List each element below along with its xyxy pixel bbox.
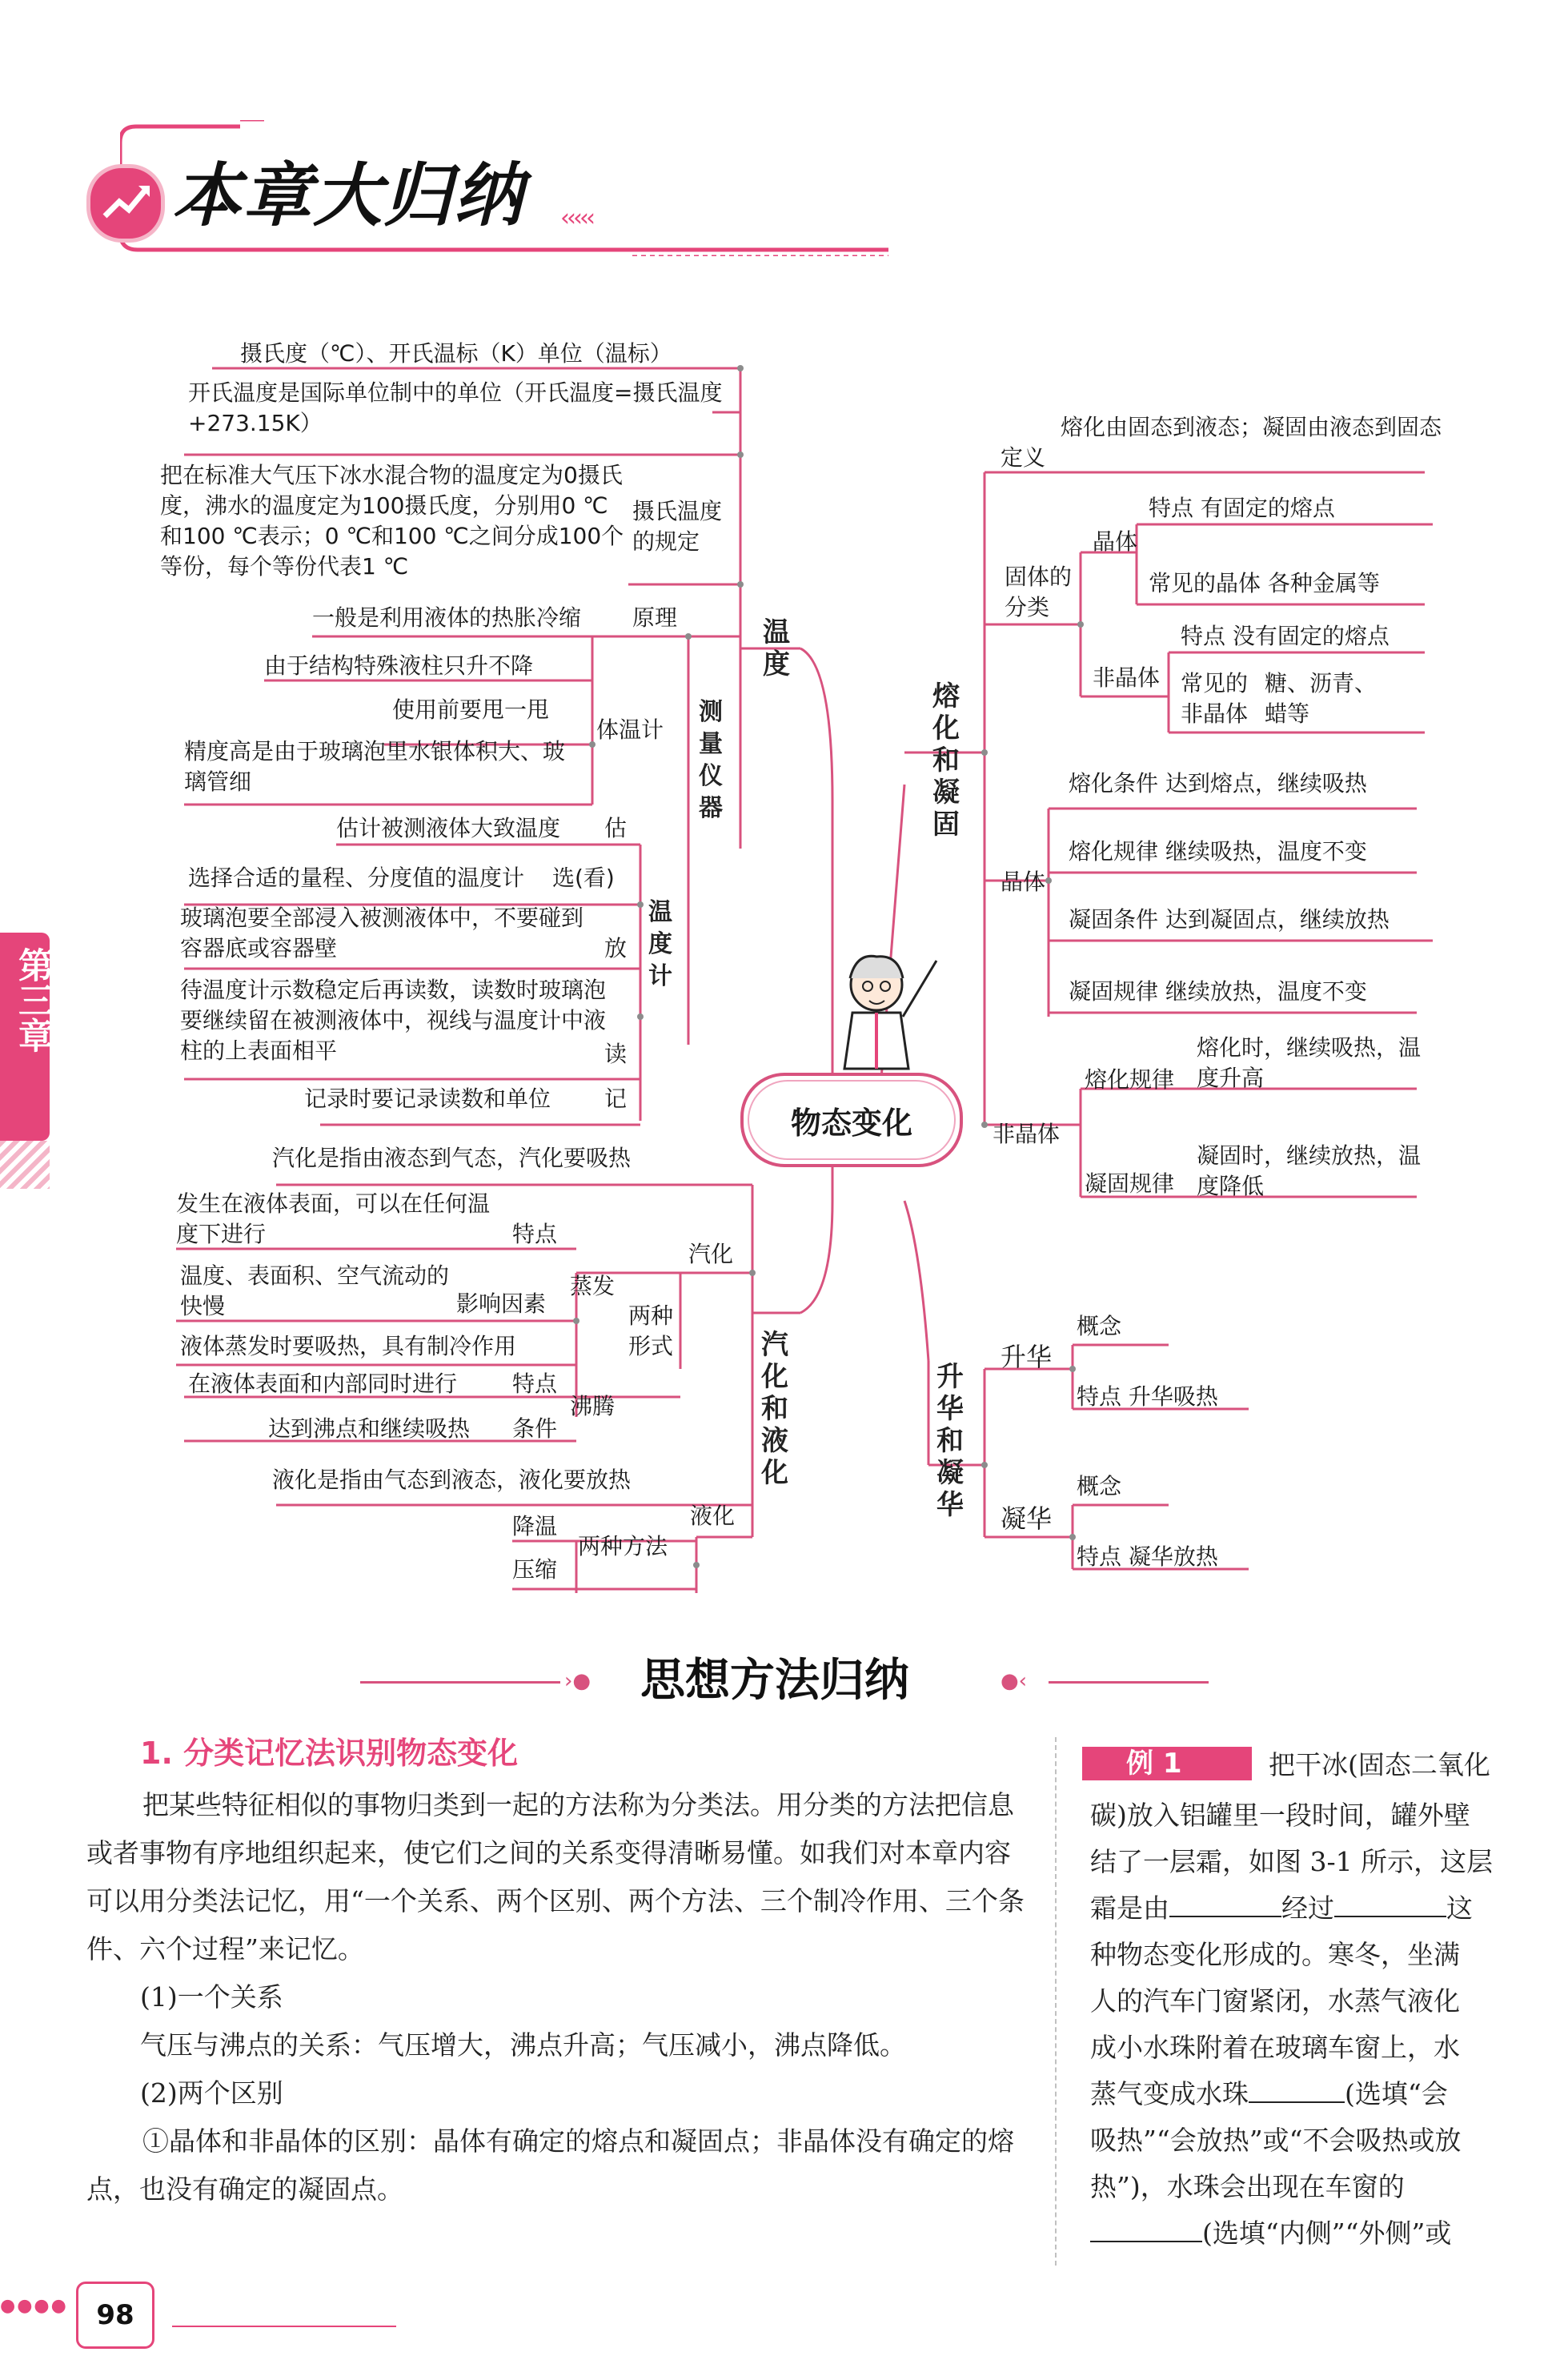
compress: 压缩 [512, 1556, 558, 1583]
footer-dots: ●●●● [0, 2296, 68, 2316]
example-l9: 吸热”“会放热”或“不会吸热或放 [1090, 2125, 1462, 2156]
example-l11: (选填“内侧”“外侧”或 [1090, 2209, 1451, 2258]
example-l7: 成小水珠附着在玻璃车窗上，水 [1090, 2032, 1460, 2063]
clinical-1: 由于结构特殊液柱只升不降 [264, 652, 534, 679]
center-node [740, 1073, 963, 1167]
noncrystal2: 非晶体 [993, 1121, 1061, 1147]
boil-cond-text: 达到沸点和继续吸热 [268, 1415, 471, 1442]
branch-melting: 熔化和凝固 [932, 680, 960, 841]
method-item1: (1)一个关系 [140, 1981, 283, 2013]
select: 选(看) [552, 865, 615, 891]
read: 读 [604, 1041, 628, 1067]
evap-factors: 温度、表面积、空气流动的快慢 [180, 1262, 450, 1319]
noncrystal-common: 糖、沥青、蜡等 [1265, 670, 1378, 727]
temp-principle-text: 一般是利用液体的热胀冷缩 [312, 604, 582, 631]
evap-feature: 发生在液体表面，可以在任何温度下进行 [176, 1190, 491, 1247]
answer-blank-4[interactable] [1090, 2218, 1202, 2242]
nc-solid-rule: 凝固规律 [1085, 1170, 1175, 1197]
teacher-illustration [808, 937, 952, 1081]
answer-blank-2[interactable] [1334, 1893, 1446, 1917]
temp-kelvin: 开氏温度是国际单位制中的单位（开氏温度=摄氏温度+273.15K） [188, 379, 723, 436]
sub-feature: 特点 升华吸热 [1077, 1383, 1218, 1410]
estimate: 估 [604, 815, 628, 841]
nc-solid-text: 凝固时，继续放热，温度降低 [1197, 1142, 1422, 1199]
vap: 汽化 [688, 1241, 734, 1267]
example-l3: 结了一层霜，如图 3-1 所示，这层 [1090, 1846, 1494, 1877]
noncrystal-common-label: 常见的非晶体 [1181, 670, 1249, 727]
branch-sublimation: 升华和凝华 [936, 1361, 964, 1521]
dep-feature: 特点 凝华放热 [1077, 1543, 1218, 1570]
page-number-box [76, 2282, 154, 2349]
page-number: 98 [96, 2299, 134, 2331]
crystal-feature: 特点 有固定的熔点 [1149, 495, 1335, 521]
def-text: 熔化由固态到液态；凝固由液态到固态 [1061, 414, 1442, 440]
crystal2: 晶体 [1001, 869, 1046, 895]
method-heading: 1. 分类记忆法识别物态变化 [140, 1736, 519, 1771]
answer-blank-3[interactable] [1249, 2079, 1345, 2103]
read-text: 待温度计示数稳定后再读数，读数时玻璃泡要继续留在被测液体中，视线与温度计中液柱的上表面相平 [180, 977, 607, 1064]
crystal-common: 常见的晶体 各种金属等 [1149, 570, 1380, 596]
liq: 液化 [690, 1503, 736, 1529]
noncrystal: 非晶体 [1093, 664, 1161, 691]
clinical-2: 使用前要甩一甩 [392, 696, 550, 723]
method-para1: 把某些特征相似的事物归类到一起的方法称为分类法。用分类的方法把信息或者事物有序地组织起来，使它们之间的关系变得清晰易懂。如我们对本章内容可以用分类法记忆，用“一个关系、两个区别、两个方法、三个制冷作用、三个条件、六个过程”来记忆。 [86, 1789, 1025, 1965]
nc-melt-rule: 熔化规律 [1085, 1066, 1175, 1093]
nc-melt-text: 熔化时，继续吸热，温度升高 [1197, 1034, 1422, 1091]
dep: 凝华 [1001, 1503, 1053, 1534]
concept: 概念 [1077, 1313, 1122, 1339]
evaporation: 蒸发 [570, 1273, 616, 1299]
arrow-right-icon: ›● [564, 1669, 592, 1693]
chapter-side-tab-label: 第三章 [12, 947, 53, 1053]
example-tag [1082, 1747, 1252, 1780]
solid-cond: 凝固条件 达到凝固点，继续放热 [1069, 906, 1390, 933]
definition: 定义 [1001, 444, 1046, 471]
temp-instrument: 测量仪器 [699, 698, 723, 822]
clinical-thermometer: 体温计 [596, 716, 664, 743]
answer-blank-1[interactable] [1169, 1893, 1281, 1917]
temp-celsius-def: 把在标准大气压下冰水混合物的温度定为0摄氏度，沸水的温度定为100摄氏度，分别用0 ℃和100 ℃表示；0 ℃和100 ℃之间分成100个等份，每个等份代表1 ℃ [160, 462, 624, 580]
thermometer: 温度计 [648, 898, 672, 990]
column-divider [1055, 1737, 1057, 2266]
evap-cool: 液体蒸发时要吸热，具有制冷作用 [180, 1333, 517, 1359]
section-divider-right [1049, 1681, 1209, 1684]
evap-factors-label: 影响因素 [456, 1290, 547, 1317]
place-text: 玻璃泡要全部浸入被测液体中，不要碰到容器底或容器壁 [180, 905, 584, 961]
select-text: 选择合适的量程、分度值的温度计 [188, 865, 525, 891]
method-item1-text: 气压与沸点的关系：气压增大，沸点升高；气压减小，沸点降低。 [140, 2029, 906, 2061]
footer-line [172, 2326, 396, 2327]
boil-feature: 特点 [512, 1371, 558, 1397]
cool: 降温 [512, 1513, 558, 1539]
example-l5: 种物态变化形成的。寒冬，坐满 [1090, 1939, 1460, 1970]
two-methods: 两种方法 [578, 1533, 668, 1559]
record: 记 [604, 1086, 628, 1112]
method-item2-text: ①晶体和非晶体的区别：晶体有确定的熔点和凝固点；非晶体没有确定的熔点，也没有确定的凝固点。 [86, 2125, 1014, 2205]
evap-feature-label: 特点 [512, 1221, 558, 1247]
example-l10: 热”)，水珠会出现在车窗的 [1090, 2171, 1405, 2202]
example-l6: 人的汽车门窗紧闭，水蒸气液化 [1090, 1985, 1460, 2017]
example-l8: 蒸气变成水珠 (选填“会 [1090, 2078, 1448, 2109]
branch-vaporization: 汽化和液化 [761, 1329, 788, 1489]
example-l2: 碳)放入铝罐里一段时间，罐外壁 [1090, 1800, 1470, 1831]
concept2: 概念 [1077, 1473, 1122, 1499]
temp-celsius-rule: 摄氏温度的规定 [632, 498, 723, 555]
boil-cond: 条件 [512, 1415, 558, 1442]
record-text: 记录时要记录读数和单位 [304, 1086, 551, 1112]
branch-temperature: 温度 [763, 616, 790, 680]
clinical-3: 精度高是由于玻璃泡里水银体积大、玻璃管细 [184, 738, 566, 795]
page-title: 本章大归纳 [172, 156, 524, 236]
temp-unit-row: 摄氏度（℃）、开氏温标（K）单位（温标） [240, 340, 672, 367]
arrow-left-icon: ●‹ [1001, 1669, 1028, 1693]
chevrons-icon: ‹‹‹‹‹ [560, 204, 592, 232]
section-divider-left [360, 1681, 560, 1684]
estimate-text: 估计被测液体大致温度 [336, 815, 561, 841]
vap-def: 汽化是指由液态到气态，汽化要吸热 [272, 1145, 632, 1171]
two-forms: 两种形式 [628, 1302, 674, 1359]
section-title: 思想方法归纳 [640, 1655, 909, 1707]
example-l4: 霜是由 经过 这 [1090, 1892, 1473, 1924]
center-node-label: 物态变化 [790, 1106, 912, 1141]
melt-rule: 熔化规律 继续吸热，温度不变 [1069, 838, 1367, 865]
temp-principle: 原理 [632, 604, 678, 631]
method-item2: (2)两个区别 [140, 2077, 283, 2109]
melt-cond: 熔化条件 达到熔点，继续吸热 [1069, 770, 1367, 797]
noncrystal-feature: 特点 没有固定的熔点 [1181, 623, 1390, 649]
solid-rule: 凝固规律 继续放热，温度不变 [1069, 978, 1367, 1005]
crystal: 晶体 [1093, 528, 1138, 555]
sub: 升华 [1001, 1342, 1053, 1372]
example-tag-label: 例 1 [1126, 1748, 1182, 1780]
example-l1: 把干冰(固态二氧化 [1269, 1749, 1490, 1780]
place: 放 [604, 935, 628, 961]
liq-def: 液化是指由气态到液态，液化要放热 [272, 1467, 632, 1493]
classify: 固体的分类 [1005, 564, 1073, 620]
boil-feature-text: 在液体表面和内部同时进行 [188, 1371, 458, 1397]
boiling: 沸腾 [570, 1393, 616, 1419]
